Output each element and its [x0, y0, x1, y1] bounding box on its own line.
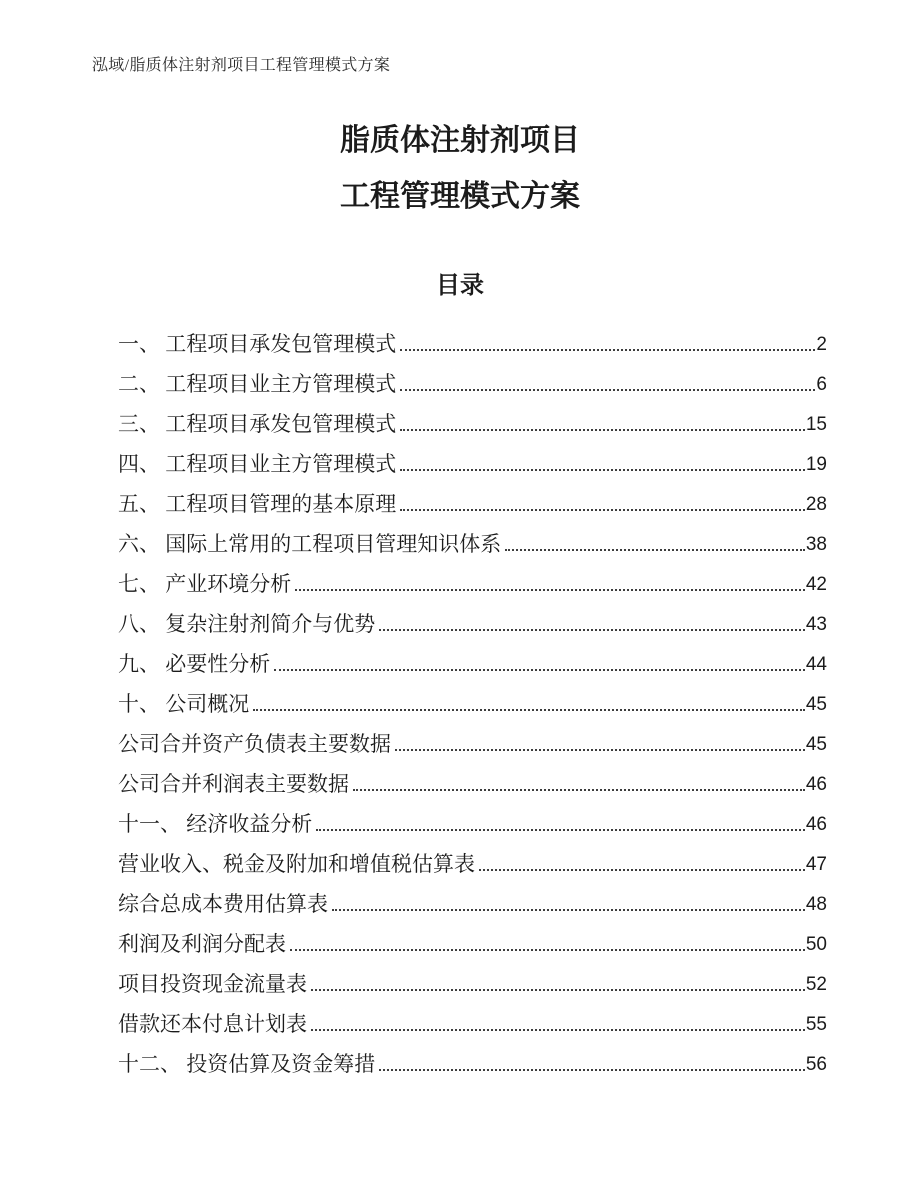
toc-entry — [118, 1044, 827, 1084]
toc-entry-page: 52 — [805, 973, 827, 995]
toc-entry — [118, 964, 827, 1004]
toc-entry — [118, 444, 827, 484]
toc-entry-label: 三、 工程项目承发包管理模式 — [118, 411, 397, 436]
toc-dot-leader — [353, 789, 805, 791]
toc-entry-label: 公司合并资产负债表主要数据 — [118, 731, 391, 756]
toc-entry — [118, 924, 827, 964]
toc-entry — [118, 644, 827, 684]
toc-entry-page: 42 — [805, 573, 827, 595]
toc-entry-label: 二、 工程项目业主方管理模式 — [118, 371, 397, 396]
toc-entry — [118, 484, 827, 524]
toc-dot-leader — [332, 909, 805, 911]
toc-dot-leader — [253, 709, 805, 711]
toc-entry-page: 15 — [805, 413, 827, 435]
toc-entry-label: 七、 产业环境分析 — [118, 571, 292, 596]
toc-entry-page: 38 — [805, 533, 827, 555]
toc-entry-page: 43 — [805, 613, 827, 635]
toc-dot-leader — [400, 469, 805, 471]
toc-entry — [118, 604, 827, 644]
toc-entry-page: 55 — [805, 1013, 827, 1035]
toc-entry — [118, 764, 827, 804]
toc-entry-label: 公司合并利润表主要数据 — [118, 771, 349, 796]
document-title-line-1: 脂质体注射剂项目 — [340, 124, 580, 157]
toc-entry-label: 一、 工程项目承发包管理模式 — [118, 331, 397, 356]
toc-entry-page: 45 — [805, 693, 827, 715]
toc-dot-leader — [395, 749, 805, 751]
toc-entry — [118, 804, 827, 844]
toc-entry-page: 44 — [805, 653, 827, 675]
toc-entry-page: 28 — [805, 493, 827, 515]
toc-entry-label: 营业收入、税金及附加和增值税估算表 — [118, 851, 475, 876]
toc-entry-page: 45 — [805, 733, 827, 755]
toc-entry — [118, 524, 827, 564]
toc-entry-label: 利润及利润分配表 — [118, 931, 286, 956]
toc-entry-label: 五、 工程项目管理的基本原理 — [118, 491, 397, 516]
toc-entry — [118, 404, 827, 444]
toc-dot-leader — [379, 1069, 805, 1071]
toc-dot-leader — [290, 949, 805, 951]
toc-entry-page: 50 — [805, 933, 827, 955]
toc-entry — [118, 324, 827, 364]
toc-heading: 目录 — [436, 272, 484, 299]
toc-dot-leader — [400, 349, 815, 351]
toc-dot-leader — [479, 869, 805, 871]
toc-entry-page: 2 — [816, 333, 827, 355]
toc-entry — [118, 364, 827, 404]
toc-entry — [118, 844, 827, 884]
toc-entry-page: 47 — [805, 853, 827, 875]
toc-entry — [118, 564, 827, 604]
toc-entry — [118, 684, 827, 724]
toc-entry-label: 综合总成本费用估算表 — [118, 891, 328, 916]
toc-entry-page: 19 — [805, 453, 827, 475]
toc-dot-leader — [379, 629, 805, 631]
toc-entry-label: 八、 复杂注射剂简介与优势 — [118, 611, 376, 636]
toc-list — [118, 324, 827, 1084]
toc-dot-leader — [316, 829, 805, 831]
toc-dot-leader — [295, 589, 805, 591]
toc-dot-leader — [400, 389, 815, 391]
toc-dot-leader — [311, 1029, 805, 1031]
document-title-line-2: 工程管理模式方案 — [340, 180, 580, 213]
toc-entry — [118, 884, 827, 924]
toc-entry-page: 46 — [805, 813, 827, 835]
document-header: 泓域/脂质体注射剂项目工程管理模式方案 — [92, 57, 391, 74]
toc-entry-label: 十二、 投资估算及资金筹措 — [118, 1051, 376, 1076]
toc-entry-label: 九、 必要性分析 — [118, 651, 271, 676]
toc-entry-label: 四、 工程项目业主方管理模式 — [118, 451, 397, 476]
toc-entry — [118, 1004, 827, 1044]
toc-entry-label: 六、 国际上常用的工程项目管理知识体系 — [118, 531, 502, 556]
toc-entry-page: 48 — [805, 893, 827, 915]
toc-dot-leader — [400, 509, 805, 511]
toc-entry-label: 借款还本付息计划表 — [118, 1011, 307, 1036]
toc-entry — [118, 724, 827, 764]
toc-entry-page: 56 — [805, 1053, 827, 1075]
toc-entry-label: 十一、 经济收益分析 — [118, 811, 313, 836]
toc-dot-leader — [400, 429, 805, 431]
toc-dot-leader — [505, 549, 805, 551]
toc-entry-label: 十、 公司概况 — [118, 691, 250, 716]
toc-entry-page: 46 — [805, 773, 827, 795]
toc-dot-leader — [311, 989, 805, 991]
toc-entry-page: 6 — [816, 373, 827, 395]
toc-entry-label: 项目投资现金流量表 — [118, 971, 307, 996]
toc-dot-leader — [274, 669, 805, 671]
